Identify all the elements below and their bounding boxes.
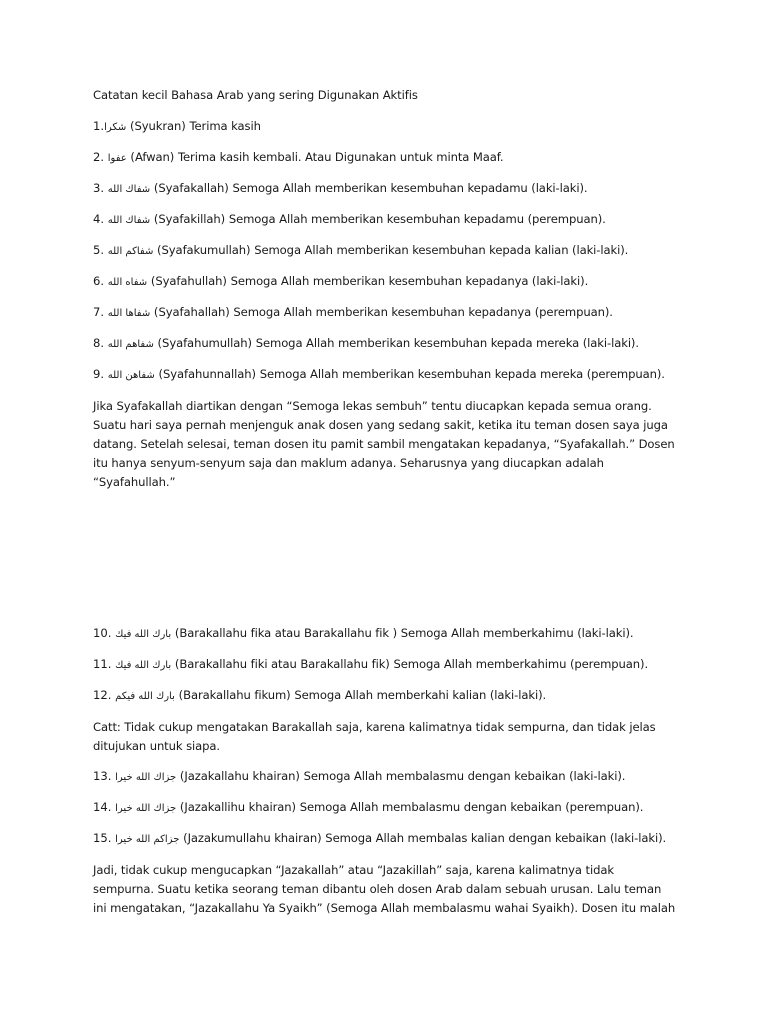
list-item [93,829,666,849]
item-text: (Jazakallahu khairan) Semoga Allah membalasmu dengan kebaikan (laki-laki). [179,769,626,783]
paragraph-line: ditujukan untuk siapa. [93,739,220,753]
list-item [93,624,633,644]
item-text: (Jazakallihu khairan) Semoga Allah membalasmu dengan kebaikan (perempuan). [179,800,644,814]
note-paragraph [93,718,693,756]
paragraph [93,397,693,492]
item-number: 6. [93,274,105,288]
item-text: (Syafahumullah) Semoga Allah memberikan kesembuhan kepada mereka (laki-laki). [157,336,639,350]
item-number: 14. [93,800,112,814]
arabic-text: جزاك الله خيرا [115,803,177,814]
item-number: 15. [93,831,112,845]
item-text: (Syafahunnallah) Semoga Allah memberikan kesembuhan kepada mereka (perempuan). [158,367,665,381]
arabic-text: بارك الله فيك [115,660,172,671]
item-number: 5. [93,243,105,257]
list-item [93,117,261,137]
item-number: 3. [93,181,105,195]
paragraph-line: “Syafahullah.” [93,475,176,489]
item-text: (Syafahullah) Semoga Allah memberikan kesembuhan kepadanya (laki-laki). [150,274,589,288]
item-text: (Syafakillah) Semoga Allah memberikan kesembuhan kepadamu (perempuan). [153,212,606,226]
item-number: 7. [93,305,105,319]
arabic-text: شفاهن الله [107,370,155,381]
paragraph-line: datang. Setelah selesai, teman dosen itu pamit sambil mengatakan kepadanya, “Syafakallah.” Dosen [93,437,675,451]
list-item [93,798,643,818]
item-number: 9. [93,367,105,381]
item-text: (Barakallahu fika atau Barakallahu fik ) Semoga Allah memberkahimu (laki-laki). [174,626,634,640]
list-item [93,334,639,354]
list-item [93,303,613,323]
arabic-text: شفاكم الله [107,246,154,257]
paragraph [93,861,693,918]
arabic-text: بارك الله فيكم [115,691,175,702]
item-number: 1. [93,119,105,133]
list-item [93,241,628,261]
paragraph-line: Catt: Tidak cukup mengatakan Barakallah saja, karena kalimatnya tidak sempurna, dan tidak jelas [93,720,656,734]
paragraph-line: Jika Syafakallah diartikan dengan “Semoga lekas sembuh” tentu diucapkan kepada semua orang. [93,399,652,413]
item-text: (Afwan) Terima kasih kembali. Atau Digunakan untuk minta Maaf. [130,150,504,164]
arabic-text: عفوا [107,153,127,164]
item-text: (Jazakumullahu khairan) Semoga Allah membalas kalian dengan kebaikan (laki-laki). [183,831,667,845]
paragraph-line: Suatu hari saya pernah menjenguk anak dosen yang sedang sakit, ketika itu teman dosen saya juga [93,418,668,432]
item-number: 12. [93,688,112,702]
arabic-text: جزاكم الله خيرا [115,834,180,845]
paragraph-line: itu hanya senyum-senyum saja dan maklum adanya. Seharusnya yang diucapkan adalah [93,456,604,470]
item-number: 13. [93,769,112,783]
document-title: Catatan kecil Bahasa Arab yang sering Digunakan Aktifis [93,88,418,102]
list-item [93,179,588,199]
item-number: 4. [93,212,105,226]
arabic-text: شكرا [104,122,127,133]
list-item [93,767,625,787]
paragraph-line: ini mengatakan, “Jazakallahu Ya Syaikh” (Semoga Allah membalasmu wahai Syaikh). Dosen itu malah [93,901,676,915]
paragraph-line: sempurna. Suatu ketika seorang teman dibantu oleh dosen Arab dalam sebuah urusan. Lalu teman [93,882,662,896]
item-text: (Syafakumullah) Semoga Allah memberikan kesembuhan kepada kalian (laki-laki). [157,243,629,257]
list-item [93,365,665,385]
arabic-text: شفاه الله [107,277,148,288]
item-text: (Syafahallah) Semoga Allah memberikan kesembuhan kepadanya (perempuan). [153,305,613,319]
item-number: 2. [93,150,105,164]
item-number: 10. [93,626,112,640]
arabic-text: شفاك الله [107,215,151,226]
list-item [93,272,588,292]
list-item [93,655,648,675]
list-item [93,686,546,706]
arabic-text: شفاهم الله [107,339,154,350]
item-text: (Barakallahu fikum) Semoga Allah memberkahi kalian (laki-laki). [178,688,547,702]
paragraph-line: Jadi, tidak cukup mengucapkan “Jazakallah” atau “Jazakillah” saja, karena kalimatnya tidak [93,863,614,877]
item-text: (Barakallahu fiki atau Barakallahu fik) Semoga Allah memberkahimu (perempuan). [174,657,649,671]
item-text: (Syafakallah) Semoga Allah memberikan kesembuhan kepadamu (laki-laki). [153,181,588,195]
list-item [93,210,606,230]
arabic-text: شفاها الله [107,308,151,319]
list-item [93,148,504,168]
item-number: 11. [93,657,112,671]
item-number: 8. [93,336,105,350]
arabic-text: بارك الله فيك [115,629,172,640]
item-text: (Syukran) Terima kasih [129,119,261,133]
arabic-text: شفاك الله [107,184,151,195]
arabic-text: جزاك الله خيرا [115,772,177,783]
